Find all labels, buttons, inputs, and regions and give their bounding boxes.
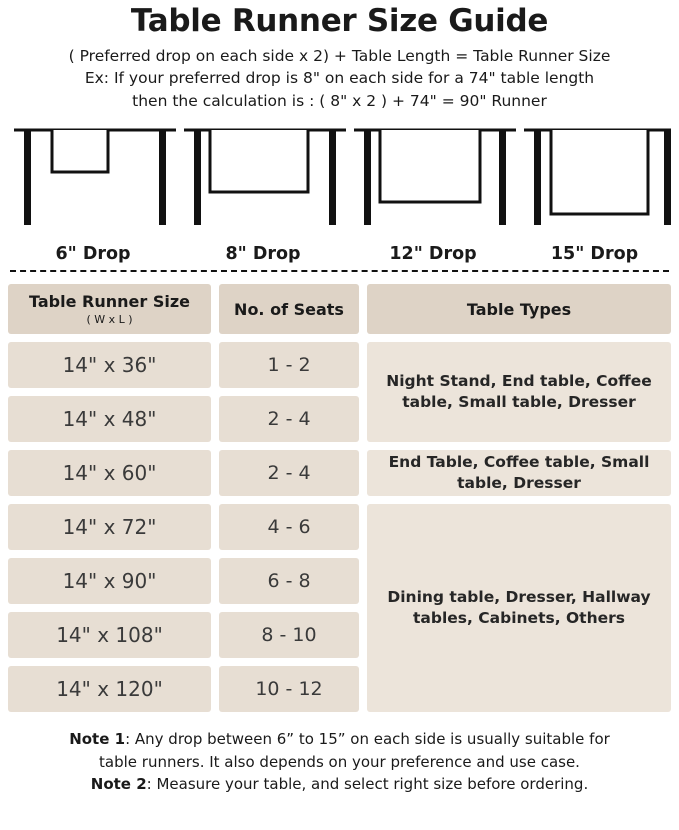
formula-line-3: then the calculation is : ( 8" x 2 ) + 74" = 90" Runner [132, 91, 547, 110]
formula-line-2: Ex: If your preferred drop is 8" on each side for a 74" table length [84, 69, 595, 88]
table-row: 14" x 90" [8, 558, 211, 604]
drop-label-row [8, 244, 671, 264]
table-row: 14" x 48" [8, 396, 211, 442]
table-row: 8 - 10 [219, 612, 359, 658]
divider-dashed [10, 270, 669, 272]
table-row: 1 - 2 [219, 342, 359, 388]
note-2-label: Note 2 [90, 775, 147, 794]
note-2-line-1 [8, 773, 671, 796]
header-runner-size-sub: ( W x L ) [86, 313, 133, 327]
table-row: 2 - 4 [219, 396, 359, 442]
formula-line-1: ( Preferred drop on each side x 2) + Table Length = Table Runner Size [68, 46, 611, 65]
table-row: 14" x 108" [8, 612, 211, 658]
drop-label-6: 6" Drop [55, 244, 131, 265]
drop-illustrations [8, 122, 671, 242]
table-row: Night Stand, End table, Coffee table, Small table, Dresser [367, 342, 671, 442]
page-title: Table Runner Size Guide [130, 3, 549, 39]
table-row: 14" x 60" [8, 450, 211, 496]
table-row: End Table, Coffee table, Small table, Dresser [367, 450, 671, 496]
table-row: 10 - 12 [219, 666, 359, 712]
header-seats: No. of Seats [219, 284, 359, 334]
note-1-line-2: table runners. It also depends on your preference and use case. [99, 752, 580, 771]
table-row: Dining table, Dresser, Hallway tables, Cabinets, Others [367, 504, 671, 712]
notes-section [8, 728, 671, 796]
table-row: 6 - 8 [219, 558, 359, 604]
drop-label-15: 15" Drop [550, 244, 639, 265]
table-row: 2 - 4 [219, 450, 359, 496]
table-row: 14" x 120" [8, 666, 211, 712]
column-runner-size [8, 284, 211, 720]
tables-diagram [8, 122, 671, 240]
table-row: 14" x 72" [8, 504, 211, 550]
size-table [8, 284, 671, 720]
header-runner-size [8, 284, 211, 334]
drop-label-8: 8" Drop [225, 244, 301, 265]
drop-label-12: 12" Drop [389, 244, 477, 265]
size-guide-page [0, 4, 679, 830]
note-1-line-1 [8, 728, 671, 751]
note-1-label: Note 1 [69, 730, 126, 749]
header-runner-size-label: Table Runner Size [29, 292, 190, 312]
note-1-text-1: : Any drop between 6” to 15” on each side is usually suitable for [125, 730, 610, 749]
formula-block [8, 45, 671, 112]
header-table-types: Table Types [367, 284, 671, 334]
table-row: 4 - 6 [219, 504, 359, 550]
table-row: 14" x 36" [8, 342, 211, 388]
column-table-types [367, 284, 671, 720]
column-seats [219, 284, 359, 720]
note-2-text-1: : Measure your table, and select right size before ordering. [146, 775, 589, 794]
